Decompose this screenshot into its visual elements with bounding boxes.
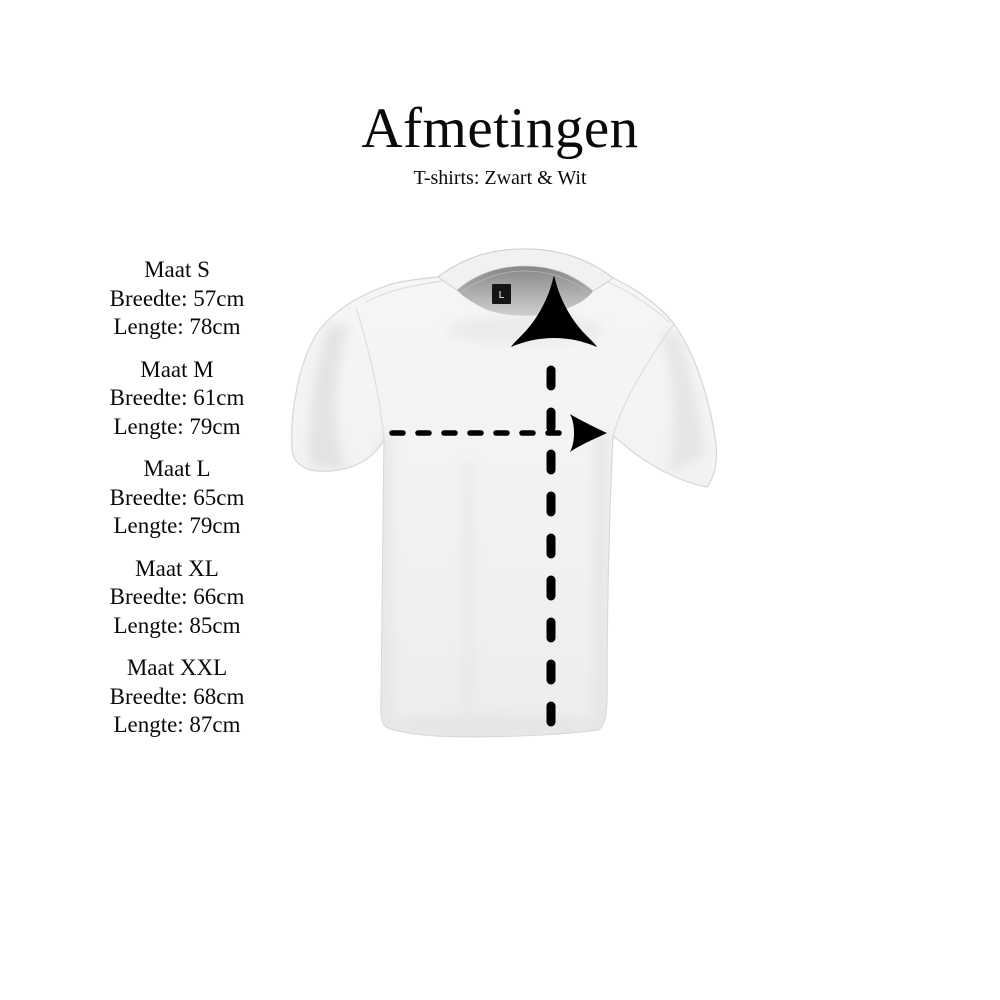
tshirt-graphic <box>270 230 740 750</box>
collar-size-tag <box>492 284 511 304</box>
size-name: Maat L <box>143 456 211 481</box>
size-length: Lengte: 85cm <box>113 612 241 638</box>
size-block-s <box>57 256 297 342</box>
tshirt-body <box>292 249 717 739</box>
size-name: Maat M <box>140 356 214 382</box>
size-length: Lengte: 79cm <box>113 513 241 538</box>
collar-size-tag-text: L <box>498 290 505 301</box>
size-block-xl <box>57 555 297 641</box>
size-name: Maat XL <box>135 555 219 581</box>
size-width: Breedte: 57cm <box>109 285 245 311</box>
size-block-m <box>57 356 297 442</box>
size-length: Lengte: 79cm <box>113 413 241 439</box>
size-list <box>57 256 297 754</box>
size-width: Breedte: 66cm <box>109 584 245 609</box>
size-block-l <box>57 455 297 541</box>
size-length: Lengte: 87cm <box>113 712 241 737</box>
size-width: Breedte: 61cm <box>109 385 245 410</box>
header <box>0 98 1000 190</box>
size-block-xxl <box>57 654 297 740</box>
size-width: Breedte: 68cm <box>109 683 245 709</box>
size-length: Lengte: 78cm <box>113 314 241 339</box>
tshirt-diagram <box>270 230 740 750</box>
page-title: Afmetingen <box>361 97 639 160</box>
size-width: Breedte: 65cm <box>109 484 245 510</box>
size-name: Maat XXL <box>126 655 228 680</box>
page-subtitle: T-shirts: Zwart & Wit <box>413 167 587 189</box>
size-name: Maat S <box>144 257 210 282</box>
